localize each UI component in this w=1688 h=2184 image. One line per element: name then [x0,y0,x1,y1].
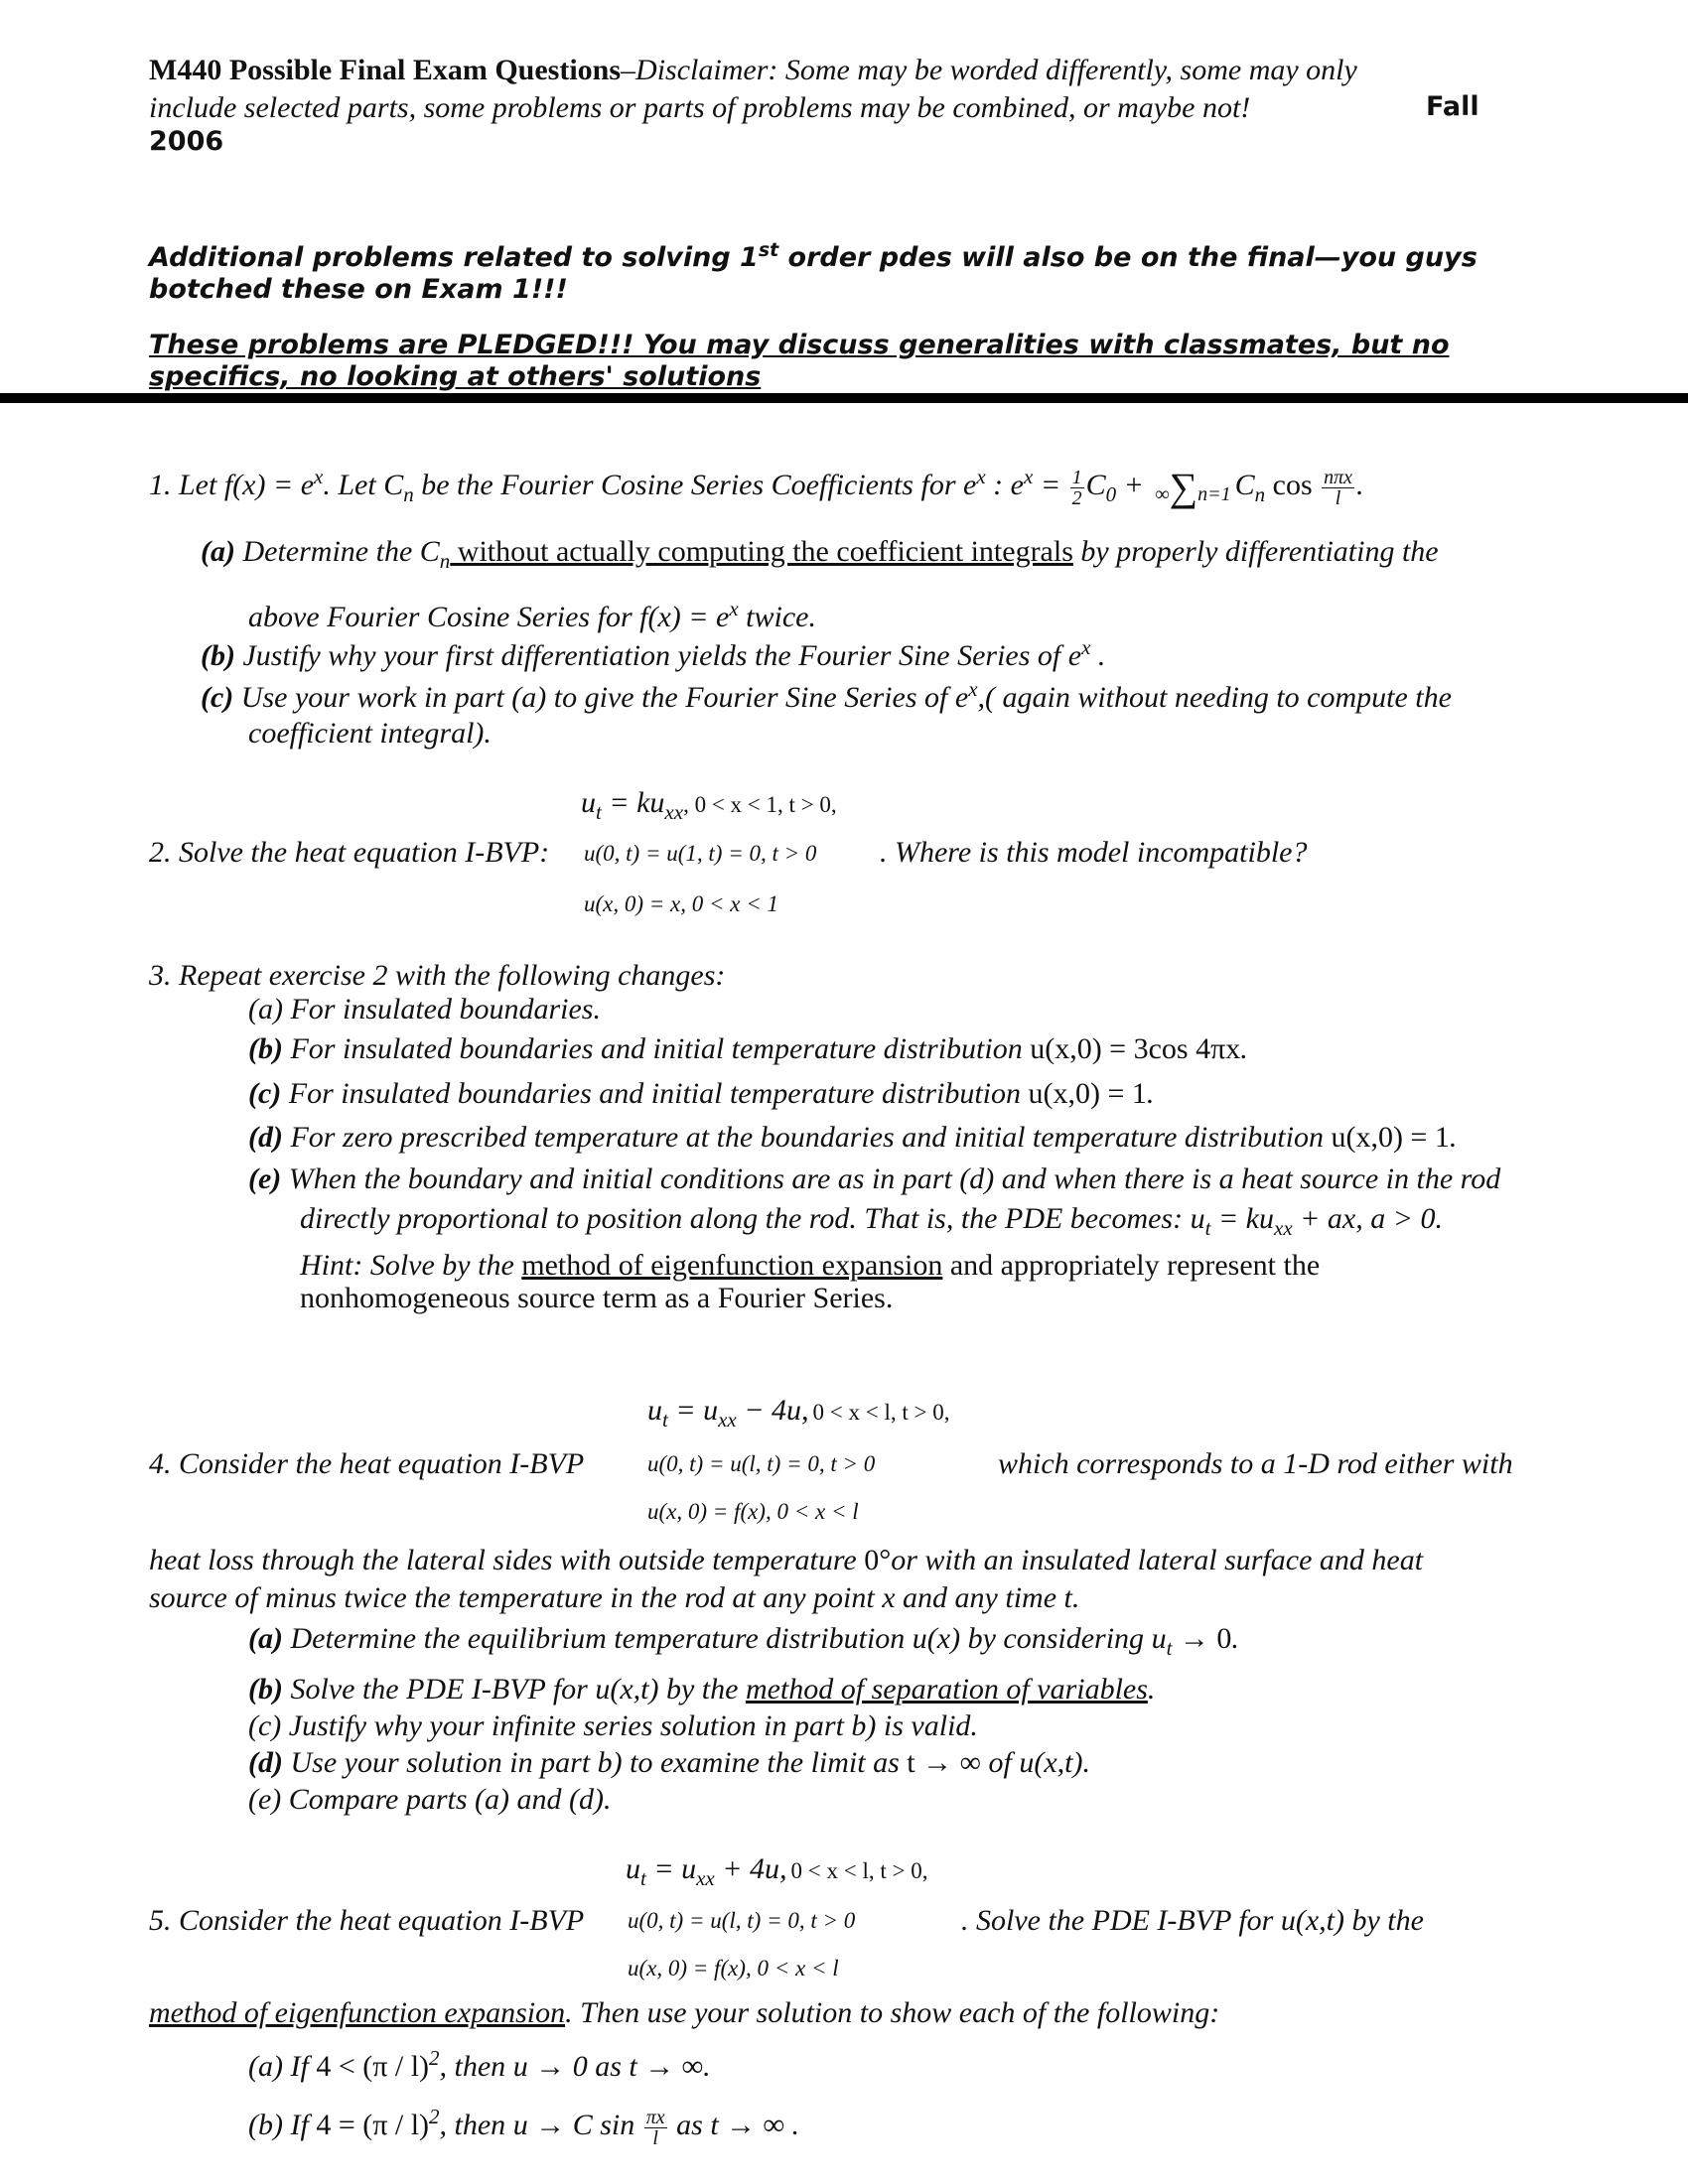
q4-part-a: (a) Determine the equilibrium temperature distribution u(x) by considering $u_t \to 0$. [248,1622,1239,1660]
q4-equation-3: u(x, 0) = f(x), 0 < x < l [647,1499,859,1524]
q4-equation-1: $u_t = u_{xx} - 4u$, 0 < x < l, t > 0, [647,1394,950,1432]
q5-body: method of eigenfunction expansion. Then use your solution to show each of the following: (a) If 4 < (π / l)$^2$, then u → 0 as t → ∞. (b) If 4 = (π / l)$^2$, then u → C sin $\frac{\pi x}{l}$ as t → ∞ . [149,1993,1559,2150]
year-label: 2006 [149,126,224,157]
q2-tail: . Where is this model incompatible? [880,836,1308,869]
q5-part-a: (a) If 4 < (π / l)$^2$, then u → 0 as t → ∞. [248,2046,711,2083]
q3-part-e: (e) When the boundary and initial conditions are as in part (d) and when there is a heat source in the rod directly proportional to position along the rod. That is, the PDE becomes: $u_t = ku_{xx}$ + ax, a > 0. Hint: Solve by the method of eigenfunction expansion and appropriately represent the nonhomogeneous source term as a Fourier Series. [248,1162,1501,1314]
disclaimer-text-2: include selected parts, some problems or parts of problems may be combined, or maybe not! [149,91,1251,124]
q3-part-c: (c) For insulated boundaries and initial temperature distribution u(x,0) = 1. [248,1077,1155,1110]
q1-part-c: (c) Use your work in part (a) to give the Fourier Sine Series of $e^x$,( again without needing to compute the coefficient integral). [201,677,1452,750]
q5-lead: 5. Consider the heat equation I-BVP [149,1904,585,1937]
pledge-line-1: These problems are PLEDGED!!! You may discuss generalities with classmates, but no [149,330,1450,360]
term-label: Fall [1426,91,1479,122]
q4-part-b: (b) Solve the PDE I-BVP for u(x,t) by the method of separation of variables. [248,1673,1156,1706]
q1-part-b: (b) Justify why your first differentiation yields the Fourier Sine Series of $e^x$ . [201,635,1106,672]
document-header [149,52,1539,157]
q2-equation-3: u(x, 0) = x, 0 < x < 1 [584,891,779,916]
header-divider [0,393,1688,403]
q1-intro: 1. Let $f(x) = e^x$. Let $C_n$ be the Fourier Cosine Series Coefficients for $e^x$ : $e^x$ = $\frac{1}{2}$ $C_0 + \infty\sum n=1$ $C_n$ cos $\frac{\text{nπx}}{l}$ . [149,465,1364,510]
q3-part-b: (b) For insulated boundaries and initial temperature distribution u(x,0) = 3cos 4πx. [248,1032,1248,1065]
q4-equation-2: u(0, t) = u(l, t) = 0, t > 0 [647,1451,876,1476]
q5-part-b: (b) If 4 = (π / l)$^2$, then u → C sin $\frac{\pi x}{l}$ as t → ∞ . [248,2105,800,2149]
q3-part-d: (d) For zero prescribed temperature at the boundaries and initial temperature distribution u(x,0) = 1. [248,1121,1458,1154]
additional-notice [149,234,1589,306]
q2-equation-1: $u_t = ku_{xx}$, 0 < x < 1, t > 0, [581,786,837,824]
q4-part-e: (e) Compare parts (a) and (d). [248,1783,612,1816]
q5-equation-1: $u_t = u_{xx} + 4u$, 0 < x < l, t > 0, [626,1852,928,1890]
header-line-1 [149,52,1539,89]
q3-block [149,959,1559,1313]
q3-part-a: (a) For insulated boundaries. [248,993,601,1025]
separation-of-variables-link: method of separation of variables [745,1673,1148,1706]
q3-lead: 3. Repeat exercise 2 with the following changes: [149,959,726,992]
disclaimer-text: –Disclaimer: Some may be worded differently, some may only [621,54,1357,86]
q4-part-c: (c) Justify why your infinite series solution in part b) is valid. [248,1709,978,1742]
q1-part-a: (a) Determine the $C_n$ without actually computing the coefficient integrals by properly differentiating the above Fourier Cosine Series for $f(x) = e^x$ twice. [201,535,1439,633]
pix-fraction: $\frac{\pi x}{l}$ [645,2106,665,2149]
half-fraction: $\frac{1}{2}$ [1071,466,1082,509]
q2-lead: 2. Solve the heat equation I-BVP: [149,836,550,869]
sum-symbol: ∞∑n=1 [1155,465,1231,510]
q4-body: heat loss through the lateral sides with outside temperature 0°or with an insulated lateral surface and heat source of minus twice the temperature in the rod at any point x and any time t. (a) Determine the equilibrium temperature distribution u(x) by considering $u_t \to 0$. (b) Solve the PDE I-BVP for u(x,t) by the method of separation of variables. (c) Justify why your infinite series solution in part b) is valid. (d) Use your solution in part b) to examine the limit as t → ∞ of u(x,t). (e) Compare parts (a) and (d). [149,1541,1559,1818]
q1-underlined-phrase: without actually computing the coefficient integrals [450,535,1073,568]
additional-line-2: botched these on Exam 1!!! [149,274,568,305]
q2-equation-2: u(0, t) = u(1, t) = 0, t > 0 [584,841,817,866]
q4-part-d: (d) Use your solution in part b) to examine the limit as t → ∞ of u(x,t). [248,1746,1090,1779]
q5-equation-3: u(x, 0) = f(x), 0 < x < l [628,1956,839,1980]
eigenfunction-expansion-link: method of eigenfunction expansion [521,1249,943,1282]
q4-lead: 4. Consider the heat equation I-BVP [149,1447,585,1480]
q5-equation-2: u(0, t) = u(l, t) = 0, t > 0 [628,1908,856,1933]
pledge-line-2: specifics, no looking at others' solutions [149,361,762,392]
npix-fraction: $\frac{\text{nπx}}{l}$ [1324,466,1353,509]
q1-series: $e^x$ = $\frac{1}{2}$ $C_0 + \infty\sum n=1$ $C_n$ cos $\frac{\text{nπx}}{l}$ . [1010,465,1364,510]
course-title: M440 Possible Final Exam Questions [149,54,622,86]
additional-line-1: Additional problems related to solving 1st order pdes will also be on the final—you guys [149,239,1477,273]
pledge-notice [149,330,1589,393]
header-line-2 [149,89,1539,127]
q5-eigenfunction-link: method of eigenfunction expansion [149,1996,566,2029]
q4-tail: which corresponds to a 1-D rod either with [998,1447,1513,1480]
q5-tail: . Solve the PDE I-BVP for u(x,t) by the [961,1904,1424,1937]
